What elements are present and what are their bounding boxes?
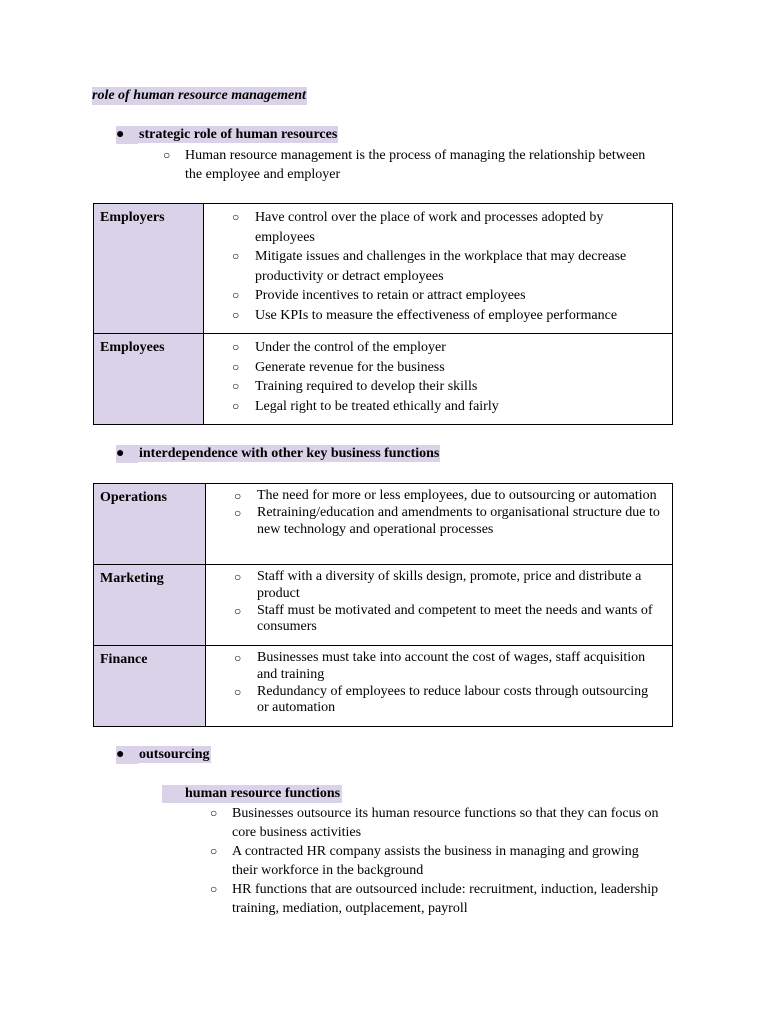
list-item: ○ Under the control of the employer xyxy=(232,338,662,358)
list-item: ○ Mitigate issues and challenges in the workplace that may decrease productivity or detract employees xyxy=(232,249,627,284)
hollow-bullet-icon: ○ xyxy=(163,148,171,162)
hollow-bullet-icon: ○ xyxy=(210,806,218,820)
hollow-bullet-icon: ○ xyxy=(232,379,240,393)
list-item: ○ Training required to develop their skills xyxy=(232,377,662,397)
table-row xyxy=(94,204,673,334)
hollow-bullet-icon: ○ xyxy=(234,651,242,665)
hollow-bullet-icon: ○ xyxy=(234,570,242,584)
bullet-strategic-role xyxy=(116,126,338,144)
list-item: ○ Provide incentives to retain or attract employees xyxy=(232,286,662,306)
page-title: role of human resource management xyxy=(92,88,306,103)
list-item: ○ Human resource management is the process of managing the relationship between the employee and employer xyxy=(163,148,646,182)
operations-details xyxy=(206,484,673,565)
row-label-marketing: Marketing xyxy=(94,565,206,646)
section-heading-interdependence: interdependence with other key business functions xyxy=(139,446,440,461)
section-heading-outsourcing: outsourcing xyxy=(139,747,210,762)
subheading-hr-functions: human resource functions xyxy=(162,785,342,803)
row-label-operations: Operations xyxy=(94,484,206,565)
hollow-bullet-icon: ○ xyxy=(232,249,240,263)
hollow-bullet-icon: ○ xyxy=(234,489,242,503)
bullet-outsourcing xyxy=(116,746,211,764)
employees-details xyxy=(204,334,673,425)
list-item: ○ Use KPIs to measure the effectiveness of employee performance xyxy=(232,306,662,326)
hollow-bullet-icon: ○ xyxy=(234,684,242,699)
hollow-bullet-icon: ○ xyxy=(210,844,218,858)
marketing-details xyxy=(206,565,673,646)
row-label-employees: Employees xyxy=(94,334,204,425)
hollow-bullet-icon: ○ xyxy=(232,340,240,354)
section-heading-strategic-role: strategic role of human resources xyxy=(139,127,338,142)
list-item: ○ The need for more or less employees, due to outsourcing or automation xyxy=(234,488,657,503)
business-functions-table xyxy=(93,483,673,727)
row-label-finance: Finance xyxy=(94,646,206,727)
table-row xyxy=(94,484,673,565)
list-item: ○ Businesses must take into account the cost of wages, staff acquisition and training xyxy=(234,650,646,682)
list-item: ○ Staff must be motivated and competent to meet the needs and wants of consumers xyxy=(234,602,653,635)
bullet-dot: ● xyxy=(116,746,138,764)
outsourcing-sublist xyxy=(210,804,660,918)
list-item: ○ Generate revenue for the business xyxy=(232,358,662,378)
finance-details xyxy=(206,646,673,727)
list-item: ○ Have control over the place of work and processes adopted by employees xyxy=(232,210,604,245)
row-label-employers: Employers xyxy=(94,204,204,334)
table-row xyxy=(94,646,673,727)
list-item: ○ Retraining/education and amendments to organisational structure due to new technology and operational processes xyxy=(234,504,660,537)
bullet-interdependence xyxy=(116,445,440,463)
hollow-bullet-icon: ○ xyxy=(232,307,240,322)
list-item: ○ Businesses outsource its human resource functions so that they can focus on core business activities xyxy=(210,806,659,840)
bullet-dot: ● xyxy=(116,445,138,463)
list-item: ○ Staff with a diversity of skills design, promote, price and distribute a product xyxy=(234,569,642,601)
employers-employees-table xyxy=(93,203,673,425)
employers-details xyxy=(204,204,673,334)
hollow-bullet-icon: ○ xyxy=(232,398,240,413)
table-row xyxy=(94,334,673,425)
bullet-dot: ● xyxy=(116,126,138,144)
hollow-bullet-icon: ○ xyxy=(234,505,242,520)
list-item: ○ Legal right to be treated ethically and fairly xyxy=(232,397,662,417)
strategic-role-sublist xyxy=(163,146,663,184)
list-item: ○ A contracted HR company assists the business in managing and growing their workforce in the background xyxy=(210,844,639,878)
hollow-bullet-icon: ○ xyxy=(234,603,242,618)
hollow-bullet-icon: ○ xyxy=(232,210,240,224)
hollow-bullet-icon: ○ xyxy=(210,882,218,896)
list-item: ○ Redundancy of employees to reduce labour costs through outsourcing or automation xyxy=(234,683,649,716)
list-item: ○ HR functions that are outsourced include: recruitment, induction, leadership training, mediation, outplacement, payroll xyxy=(210,882,659,916)
hollow-bullet-icon: ○ xyxy=(232,288,240,302)
hollow-bullet-icon: ○ xyxy=(232,359,240,374)
table-row xyxy=(94,565,673,646)
